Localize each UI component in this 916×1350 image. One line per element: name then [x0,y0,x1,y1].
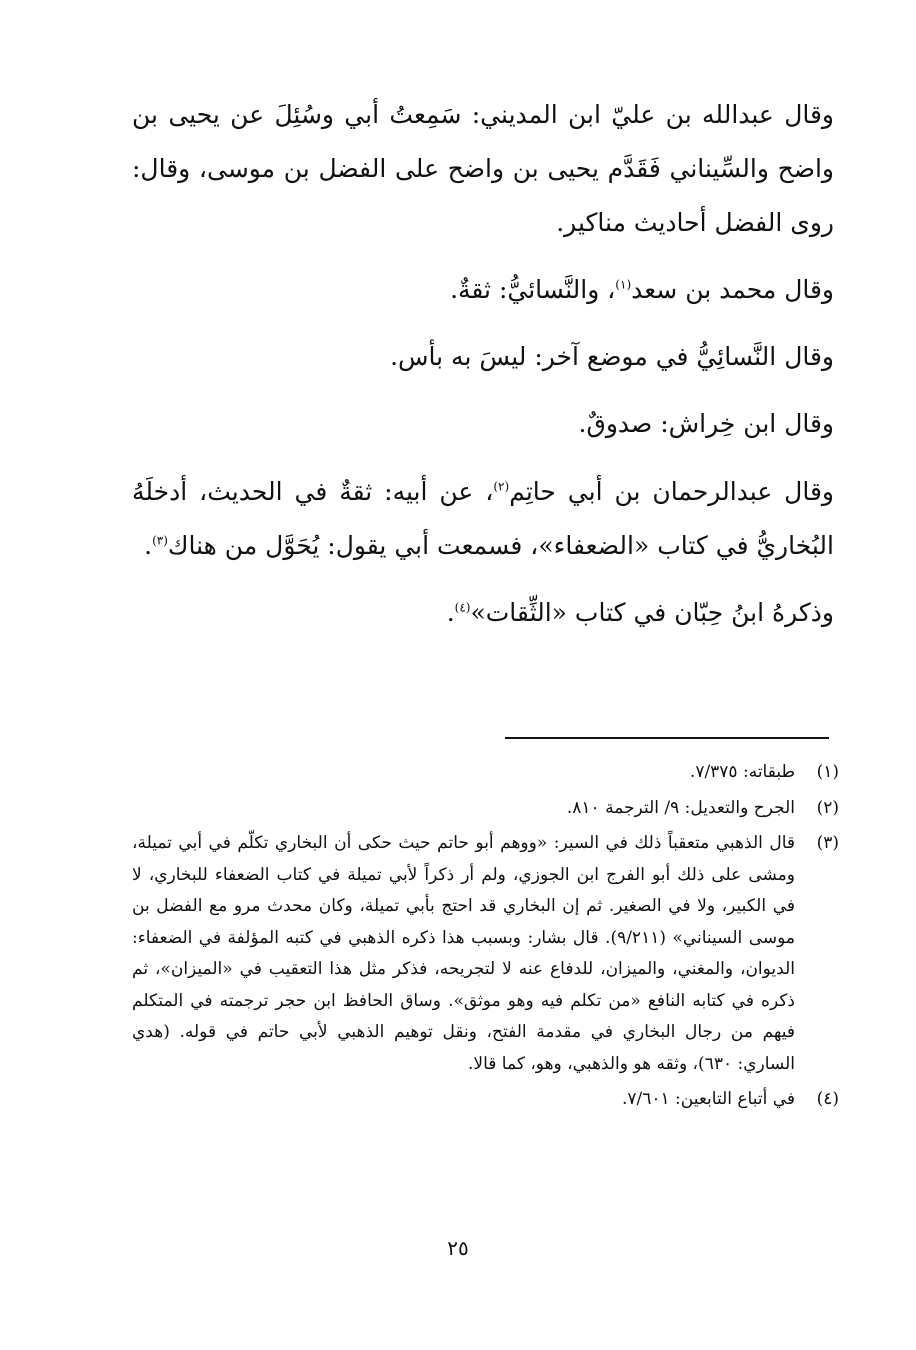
paragraph-1-text: وقال عبدالله بن عليّ ابن المديني: سَمِعتُ أبي وسُئِلَ عن يحيى بن واضح والسِّيناني فَقَدَّم يحيى بن واضح على الفضل بن موسى، وقال: روى الفضل أحاديث مناكير. [132,100,834,237]
page-number: ٢٥ [447,1236,469,1260]
footnote-ref-1[interactable]: (١) [615,277,632,292]
footnote-number: (٤) [816,1089,839,1109]
footnote-4 [132,1084,839,1116]
paragraph-3-text: وقال النَّسائِيُّ في موضع آخر: ليسَ به بأس. [390,342,834,371]
paragraph-6-text: وذكرهُ ابنُ حِبّان في كتاب «الثِّقات» [470,598,834,627]
footnotes-section [132,757,839,1116]
footnote-text: طبقاته: ٧/٣٧٥. [689,762,795,782]
paragraph-5-text-after: ، عن أبيه: ثقةٌ في الحديث، أدخلَهُ البُخاريُّ في كتاب «الضعفاء»، فسمعت أبي يقول: يُحَوَّل من هناك [132,477,834,560]
footnote-ref-3[interactable]: (٣) [152,533,168,548]
paragraph-5 [132,465,834,573]
footnote-ref-4[interactable]: (٤) [454,600,471,615]
footnote-2 [132,793,839,825]
paragraph-1 [132,88,834,250]
footnote-1 [132,757,839,789]
paragraph-4-text: وقال ابن خِراش: صدوقٌ. [578,409,834,438]
paragraph-2-text: وقال محمد بن سعد [631,275,834,304]
paragraph-3 [132,330,834,384]
main-text [132,88,834,640]
footnote-number: (٣) [816,833,839,853]
paragraph-6 [132,586,834,640]
paragraph-5-text: وقال عبدالرحمان بن أبي حاتِم [509,477,834,506]
footnote-number: (٢) [816,797,839,818]
paragraph-5-tail: . [144,531,153,560]
paragraph-6-text-after: . [446,598,455,627]
footnote-3 [132,828,839,1080]
footnote-text: في أتباع التابعين: ٧/٦٠١. [621,1089,795,1109]
footnote-text: قال الذهبي متعقباً ذلك في السير: «ووهم أبو حاتم حيث حكى أن البخاري تكلّم في أبي تميلة، ومشى على ذلك أبو الفرج ابن الجوزي، ولم أر ذكراً لأبي تميلة في كتاب الضعفاء للبخاري، لا في الكبير، ولا في الصغير. ثم إن البخاري قد احتج بأبي تميلة، وكان محدث مرو مع الفضل بن موسى السيناني» (٩/٢١١). قال بشار: وبسبب هذا ذكره الذهبي في كتبه المؤلفة في الضعفاء: الديوان، والمغني، والميزان، للدفاع عنه لا لتجريحه، فذكر مثل هذا التعقيب في «الميزان»، ثم ذكره في كتابه النافع «من تكلم فيه وهو موثق». وساق الحافظ ابن حجر ترجمته في المتكلم فيهم من رجال البخاري في مقدمة الفتح، ونقل توهيم الذهبي لأبي حاتم في قوله. (هدي الساري: ٦٣٠)، وثقه هو والذهبي، وهو، كما قالا. [132,833,795,1074]
footnote-text: الجرح والتعديل: ٩/ الترجمة ٨١٠. [566,797,795,818]
footnote-number: (١) [816,762,839,782]
paragraph-2-text-after: ، والنَّسائيُّ: ثقةٌ. [450,275,616,304]
footnote-ref-2[interactable]: (٢) [493,479,510,494]
paragraph-2 [132,263,834,317]
footnote-divider [505,737,829,739]
paragraph-4 [132,397,834,451]
